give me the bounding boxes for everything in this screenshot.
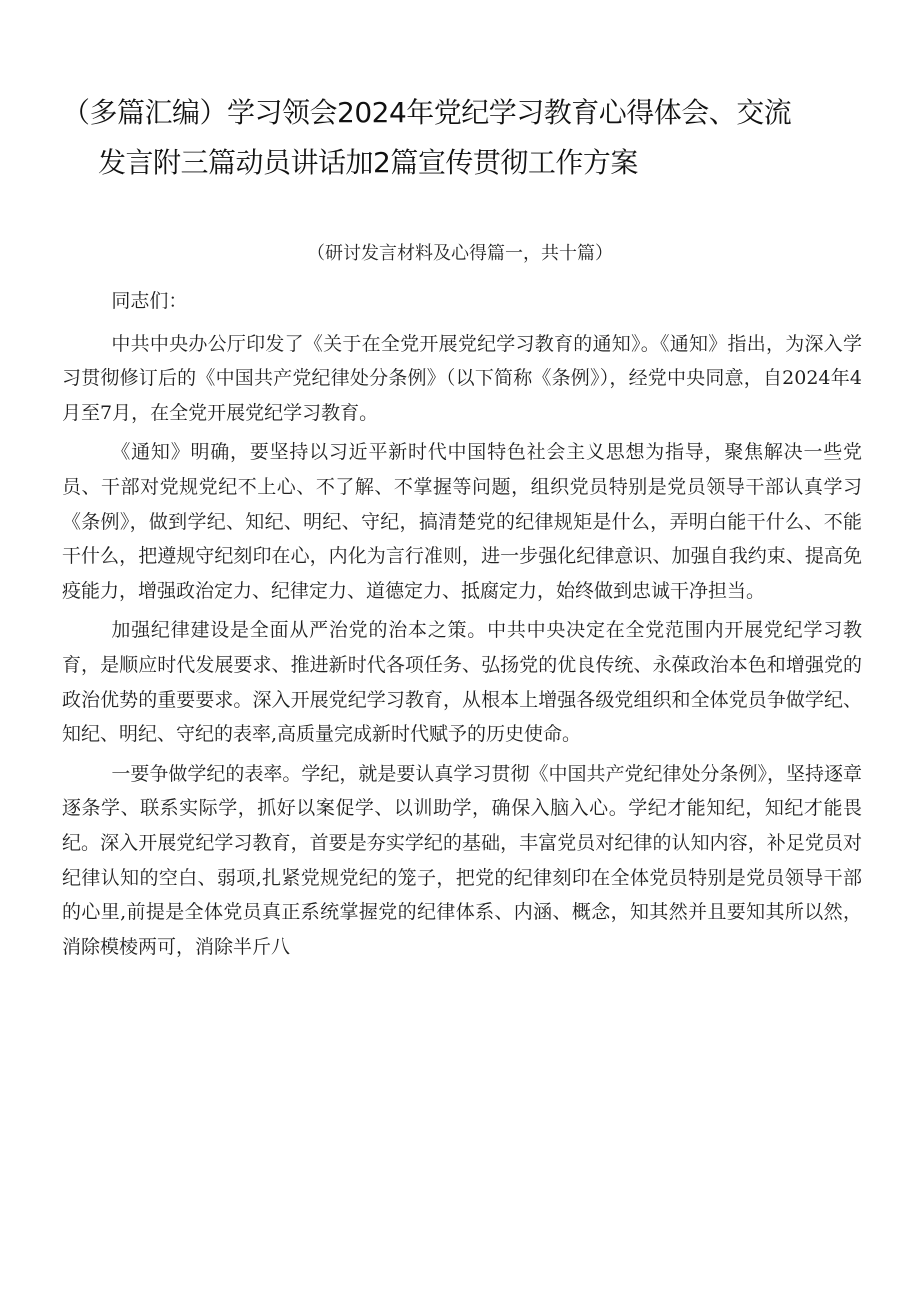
paragraph-1: 中共中央办公厅印发了《关于在全党开展党纪学习教育的通知》。《通知》指出，为深入学习贯彻修订后的《中国共产党纪律处分条例》（以下简称《条例》），经党中央同意，自2024年4月至7月，在全党开展党纪学习教育。 xyxy=(62,332,862,424)
paragraph-4: 一要争做学纪的表率。学纪，就是要认真学习贯彻《中国共产党纪律处分条例》，坚持逐章逐条学、联系实际学，抓好以案促学、以训助学，确保入脑入心。学纪才能知纪，知纪才能畏纪。深入开展党纪学习教育，首要是夯实学纪的基础，丰富党员对纪律的认知内容，补足党员对纪律认知的空白、弱项,扎紧党规党纪的笼子，把党的纪律刻印在全体党员特别是党员领导干部的心里,前提是全体党员真正系统掌握党的纪律体系、内涵、概念，知其然并且要知其所以然，消除模棱两可，消除半斤八 xyxy=(62,762,862,958)
paragraph-2: 《通知》明确，要坚持以习近平新时代中国特色社会主义思想为指导，聚焦解决一些党员、干部对党规党纪不上心、不了解、不掌握等问题，组织党员特别是党员领导干部认真学习《条例》，做到学纪、知纪、明纪、守纪，搞清楚党的纪律规矩是什么，弄明白能干什么、不能干什么，把遵规守纪刻印在心，内化为言行准则，进一步强化纪律意识、加强自我约束、提高免疫能力，增强政治定力、纪律定力、道德定力、抵腐定力，始终做到忠诚干净担当。 xyxy=(62,441,862,602)
greeting: 同志们： xyxy=(111,290,188,312)
document-subtitle: （研讨发言材料及心得篇一，共十篇） xyxy=(307,243,613,264)
title-line-1: （多篇汇编）学习领会2024年党纪学习教育心得体会、交流 xyxy=(62,96,792,129)
document-title xyxy=(62,88,882,188)
title-line-2: 发言附三篇动员讲话加2篇宣传贯彻工作方案 xyxy=(98,146,638,179)
document-body xyxy=(62,284,862,964)
paragraph-3: 加强纪律建设是全面从严治党的治本之策。中共中央决定在全党范围内开展党纪学习教育，是顺应时代发展要求、推进新时代各项任务、弘扬党的优良传统、永葆政治本色和增强党的政治优势的重要要求。深入开展党纪学习教育，从根本上增强各级党组织和全体党员争做学纪、知纪、明纪、守纪的表率,高质量完成新时代赋予的历史使命。 xyxy=(62,619,862,746)
